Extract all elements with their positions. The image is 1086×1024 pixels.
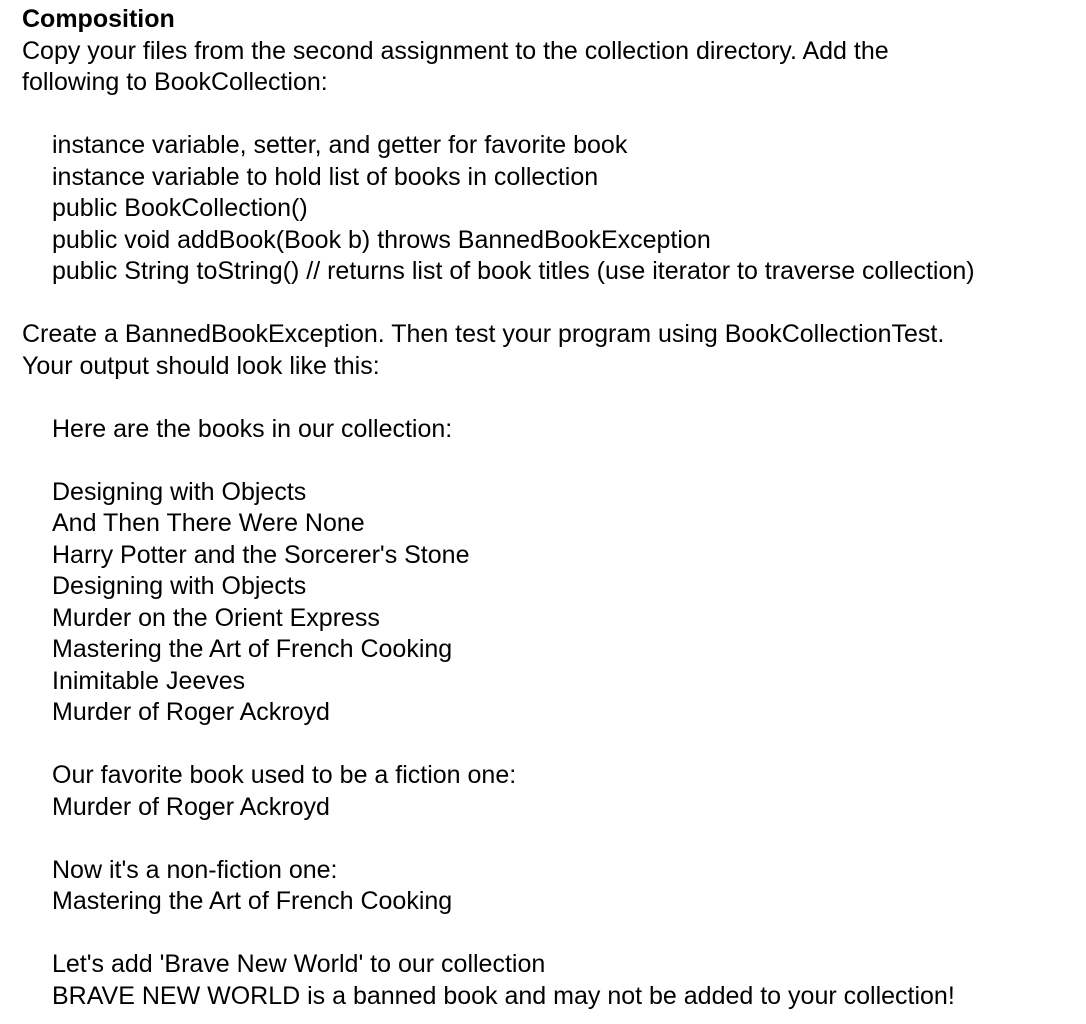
book-title: Murder on the Orient Express xyxy=(52,604,380,632)
instruction-line-2: Your output should look like this: xyxy=(22,352,380,380)
requirement-item: instance variable to hold list of books in collection xyxy=(52,163,599,191)
favorite-nonfiction-label: Now it's a non-fiction one: xyxy=(52,856,338,884)
requirement-item: instance variable, setter, and getter for favorite book xyxy=(52,131,628,159)
instruction-line-1: Create a BannedBookException. Then test your program using BookCollectionTest. xyxy=(22,320,945,348)
favorite-nonfiction-title: Mastering the Art of French Cooking xyxy=(52,887,453,915)
book-title: Murder of Roger Ackroyd xyxy=(52,698,330,726)
book-title: Mastering the Art of French Cooking xyxy=(52,635,453,663)
requirement-item: public BookCollection() xyxy=(52,194,308,222)
intro-line-1: Copy your files from the second assignment to the collection directory. Add the xyxy=(22,37,889,65)
favorite-fiction-label: Our favorite book used to be a fiction one: xyxy=(52,761,517,789)
banned-book-message: BRAVE NEW WORLD is a banned book and may not be added to your collection! xyxy=(52,982,955,1010)
favorite-fiction-title: Murder of Roger Ackroyd xyxy=(52,793,330,821)
collection-header: Here are the books in our collection: xyxy=(52,415,453,443)
add-attempt-message: Let's add 'Brave New World' to our collection xyxy=(52,950,546,978)
book-title: Inimitable Jeeves xyxy=(52,667,246,695)
book-title: Designing with Objects xyxy=(52,572,307,600)
book-title: Designing with Objects xyxy=(52,478,307,506)
requirement-item: public String toString() // returns list of book titles (use iterator to traverse collection) xyxy=(52,257,975,285)
intro-line-2: following to BookCollection: xyxy=(22,68,328,96)
book-title: And Then There Were None xyxy=(52,509,365,537)
book-title: Harry Potter and the Sorcerer's Stone xyxy=(52,541,470,569)
requirement-item: public void addBook(Book b) throws BannedBookException xyxy=(52,226,711,254)
page-title: Composition xyxy=(22,5,175,33)
